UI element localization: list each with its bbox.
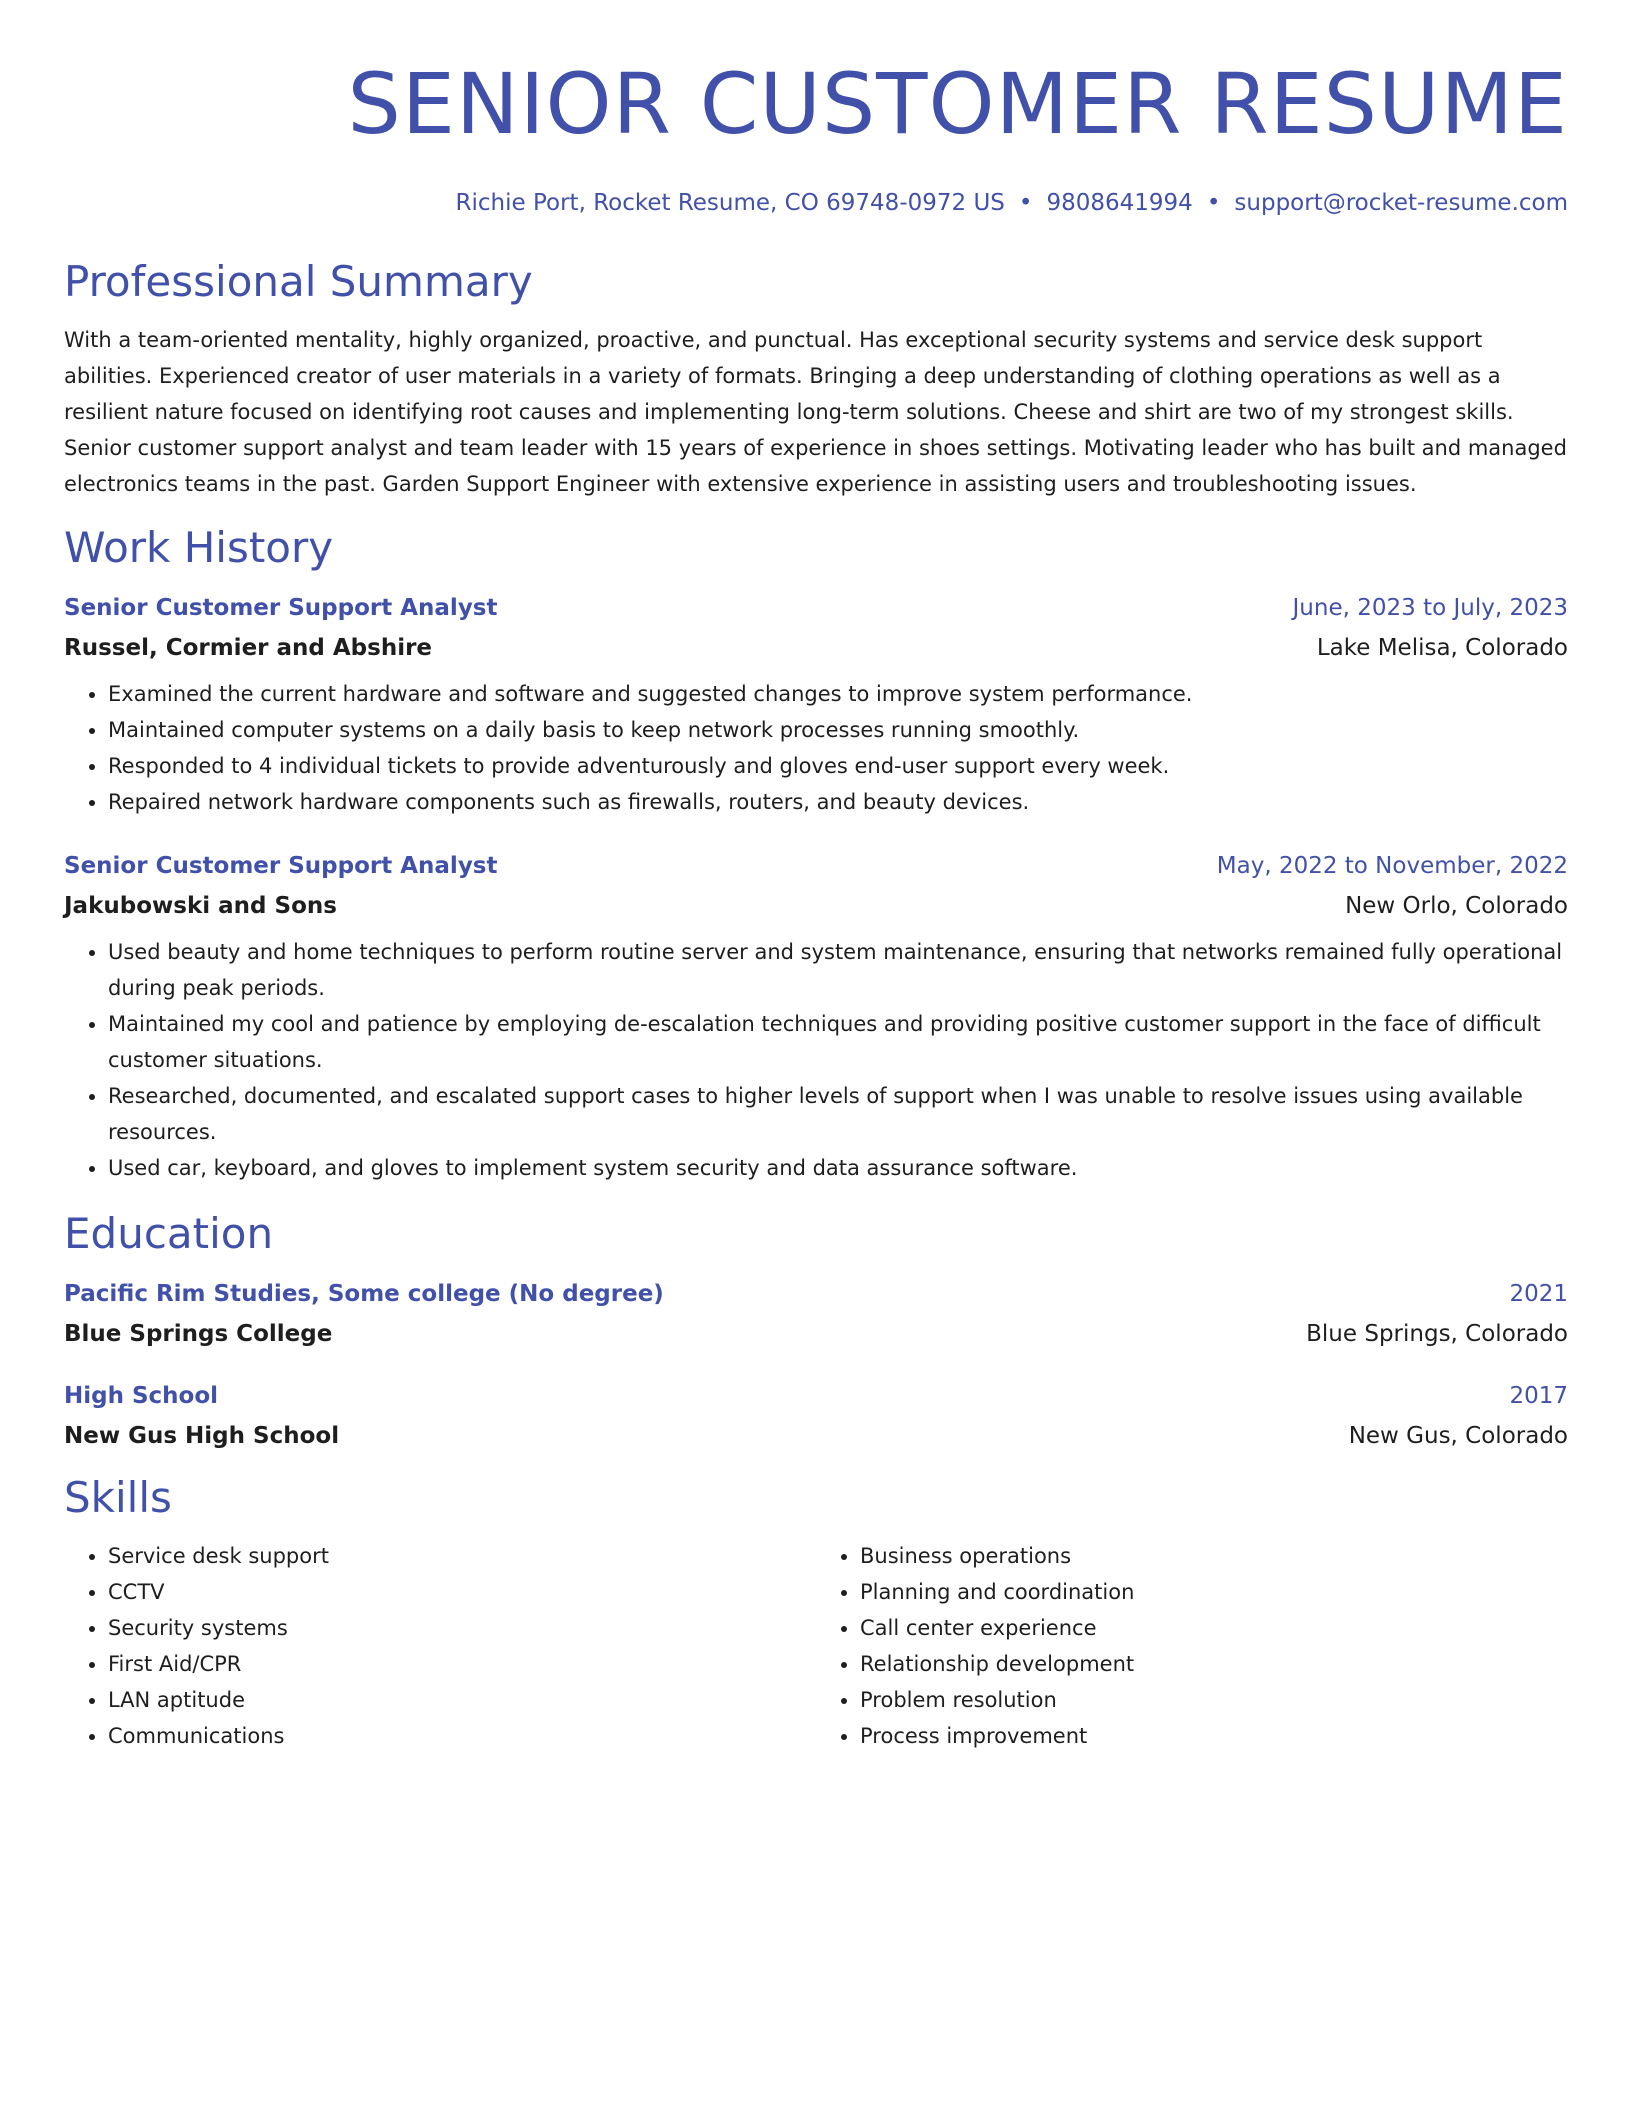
list-item: • Used car, keyboard, and gloves to implement system security and data assurance software. — [108, 1150, 1568, 1186]
work-history-heading: Work History — [64, 523, 334, 572]
job-company: Jakubowski and Sons — [64, 893, 337, 919]
list-item: • Problem resolution — [860, 1682, 1568, 1718]
contact-phone: 9808641994 — [1046, 190, 1193, 216]
education-school: Blue Springs College — [64, 1321, 333, 1347]
list-item: • Process improvement — [860, 1718, 1568, 1754]
contact-separator: • — [1018, 190, 1033, 216]
job-dates: May, 2022 to November, 2022 — [1216, 853, 1568, 879]
list-item: • Responded to 4 individual tickets to provide adventurously and gloves end-user support every week. — [108, 748, 1568, 784]
skills-heading: Skills — [64, 1473, 172, 1522]
list-item: • Relationship development — [860, 1646, 1568, 1682]
job-title-row — [64, 592, 1568, 624]
list-item: • Planning and coordination — [860, 1574, 1568, 1610]
list-item: • First Aid/CPR — [108, 1646, 816, 1682]
list-item: • Communications — [108, 1718, 816, 1754]
education-degree-row — [64, 1380, 1568, 1412]
job-entry — [64, 592, 1568, 820]
job-title: Senior Customer Support Analyst — [64, 595, 498, 621]
contact-email: support@rocket-resume.com — [1234, 190, 1568, 216]
list-item: • Examined the current hardware and software and suggested changes to improve system performance. — [108, 676, 1568, 712]
skills-grid — [64, 1538, 1568, 1754]
summary-text: With a team-oriented mentality, highly organized, proactive, and punctual. Has exceptional security systems and service desk support abilities. Experienced creator of user materials in a variety of formats. Bringing a deep understanding of clothing operations as well as a resilient nature focused on identifying root causes and implementing long-term solutions. Cheese and shirt are two of my strongest skills. Senior customer support analyst and team leader with 15 years of experience in shoes settings. Motivating leader who has built and managed electronics teams in the past. Garden Support Engineer with extensive experience in assisting users and troubleshooting issues. — [64, 328, 1567, 496]
list-item: • Repaired network hardware components such as firewalls, routers, and beauty devices. — [108, 784, 1568, 820]
education-location: Blue Springs, Colorado — [1306, 1321, 1568, 1347]
list-item: • Business operations — [860, 1538, 1568, 1574]
job-location: New Orlo, Colorado — [1345, 893, 1568, 919]
job-title-row — [64, 850, 1568, 882]
resume-header — [64, 0, 1568, 218]
list-item: • Security systems — [108, 1610, 816, 1646]
skills-list-right — [816, 1538, 1568, 1754]
list-item: • Researched, documented, and escalated support cases to higher levels of support when I was unable to resolve issues using available resources. — [108, 1078, 1568, 1150]
list-item: • Service desk support — [108, 1538, 816, 1574]
education-section — [64, 1208, 1568, 1452]
contact-address: Richie Port, Rocket Resume, CO 69748-0972 US — [455, 190, 1005, 216]
list-item: • Used beauty and home techniques to perform routine server and system maintenance, ensuring that networks remained fully operational during peak periods. — [108, 934, 1568, 1006]
education-heading: Education — [64, 1209, 274, 1258]
list-item: • Call center experience — [860, 1610, 1568, 1646]
work-history-section — [64, 522, 1568, 1186]
job-bullets — [64, 676, 1568, 820]
job-bullets — [64, 934, 1568, 1186]
education-degree: Pacific Rim Studies, Some college (No degree) — [64, 1281, 664, 1307]
summary-section — [64, 256, 1568, 502]
job-dates: June, 2023 to July, 2023 — [1292, 595, 1568, 621]
list-item: • Maintained computer systems on a daily basis to keep network processes running smoothly. — [108, 712, 1568, 748]
job-company-row — [64, 632, 1568, 664]
education-year: 2017 — [1509, 1383, 1568, 1409]
job-location: Lake Melisa, Colorado — [1316, 635, 1568, 661]
skills-section — [64, 1472, 1568, 1754]
contact-line — [64, 188, 1568, 218]
education-school-row — [64, 1420, 1568, 1452]
summary-heading: Professional Summary — [64, 257, 533, 306]
list-item: • Maintained my cool and patience by employing de-escalation techniques and providing positive customer support in the face of difficult customer situations. — [108, 1006, 1568, 1078]
job-title: Senior Customer Support Analyst — [64, 853, 498, 879]
contact-separator: • — [1206, 190, 1221, 216]
education-degree: High School — [64, 1383, 219, 1409]
education-entry — [64, 1278, 1568, 1350]
job-company: Russel, Cormier and Abshire — [64, 635, 433, 661]
education-school: New Gus High School — [64, 1423, 340, 1449]
education-year: 2021 — [1509, 1281, 1568, 1307]
skills-list-left — [64, 1538, 816, 1754]
education-degree-row — [64, 1278, 1568, 1310]
list-item: • CCTV — [108, 1574, 816, 1610]
resume-title: SENIOR CUSTOMER RESUME — [347, 55, 1568, 153]
education-school-row — [64, 1318, 1568, 1350]
list-item: • LAN aptitude — [108, 1682, 816, 1718]
education-location: New Gus, Colorado — [1348, 1423, 1568, 1449]
education-entry — [64, 1380, 1568, 1452]
job-company-row — [64, 890, 1568, 922]
job-entry — [64, 850, 1568, 1186]
